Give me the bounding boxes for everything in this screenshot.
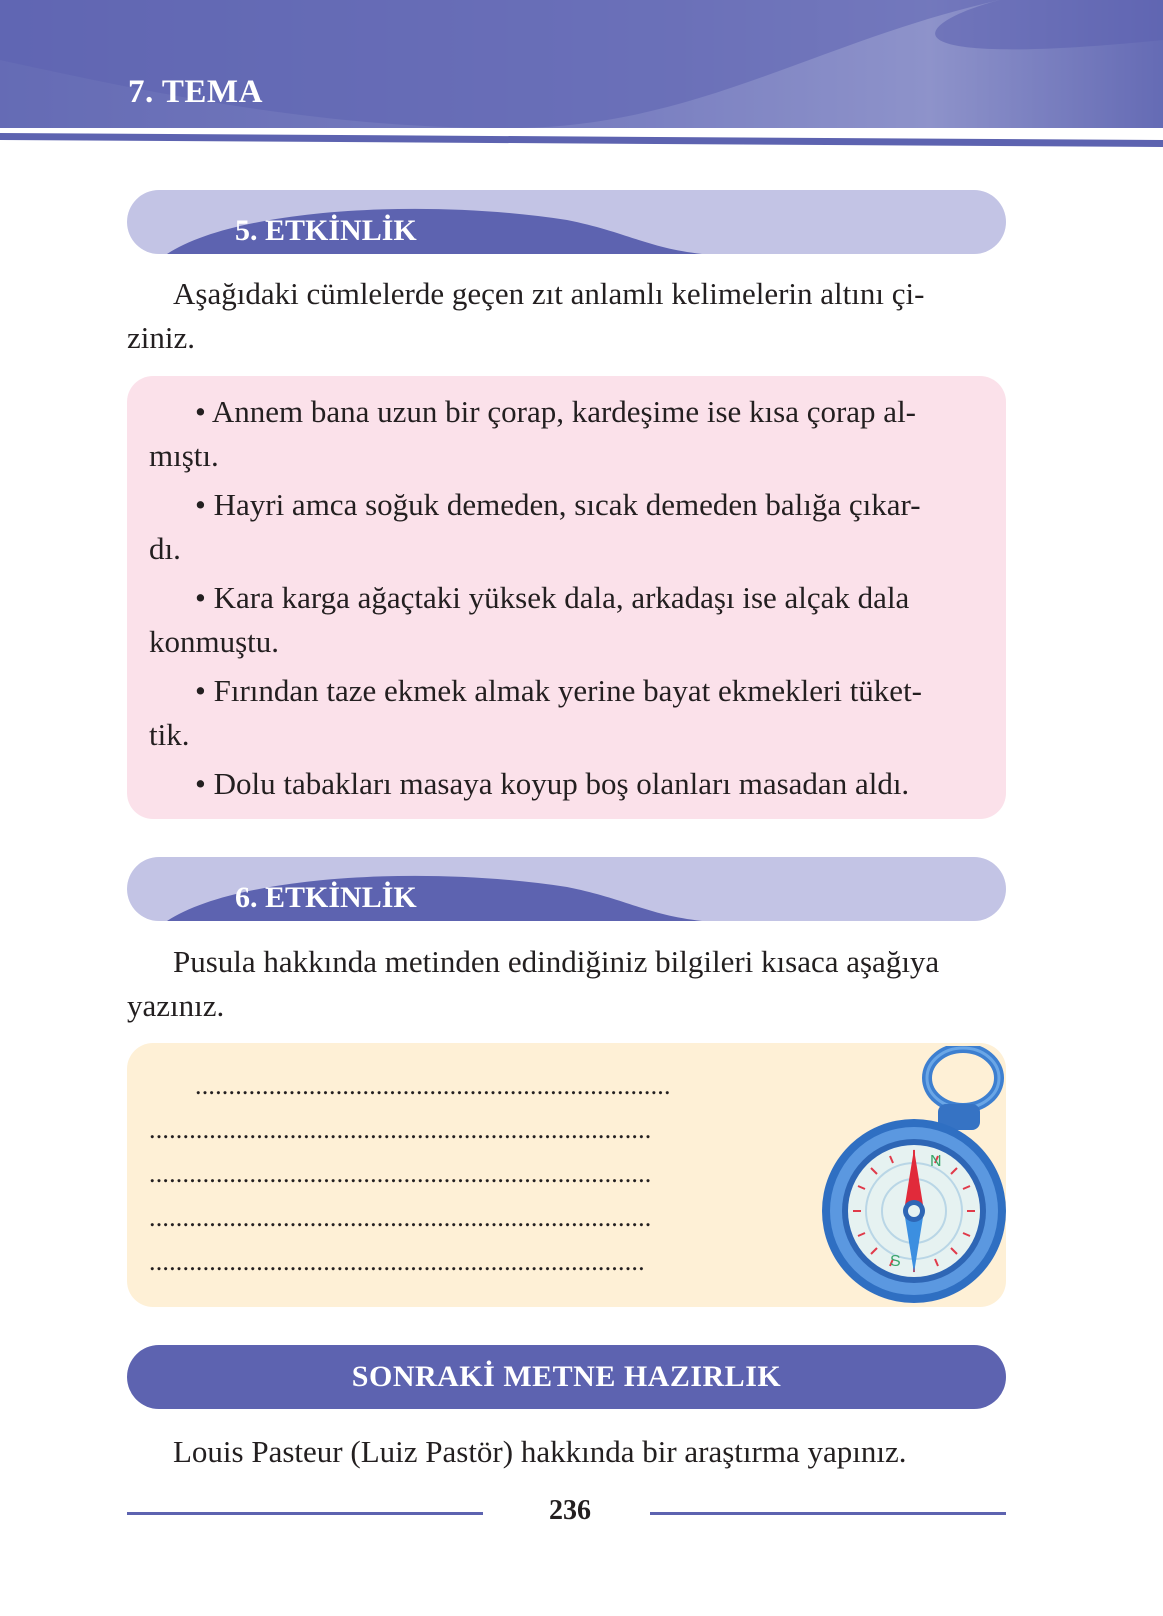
page-number: 236 bbox=[549, 1495, 591, 1526]
sentence-item: • Fırından taze ekmek almak yerine bayat ekmekleri tüket- tik. bbox=[149, 673, 923, 752]
answer-line[interactable]: .......................................................................... bbox=[149, 1249, 645, 1275]
sentence-item: • Annem bana uzun bir çorap, kardeşime ise kısa çorap al- mıştı. bbox=[149, 394, 917, 473]
page-header bbox=[0, 0, 1163, 150]
theme-label: 7. TEMA bbox=[128, 74, 263, 110]
footer-rule-right bbox=[650, 1512, 1006, 1515]
sentence-item: • Kara karga ağaçtaki yüksek dala, arkadaşı ise alçak dala konmuştu. bbox=[149, 580, 910, 659]
compass-icon bbox=[820, 1046, 1010, 1306]
activity5-title-bar bbox=[127, 190, 1006, 254]
footer-rule-left bbox=[127, 1512, 483, 1515]
activity6-title-bar bbox=[127, 857, 1006, 921]
activity6-title: 6. ETKİNLİK bbox=[235, 881, 417, 914]
activity5-sentences-box bbox=[127, 376, 1006, 819]
answer-line[interactable]: ........................................................................... bbox=[149, 1161, 652, 1187]
activity6-instruction: Pusula hakkında metinden edindiğiniz bilgileri kısaca aşağıya yazınız. bbox=[127, 944, 940, 1023]
activity5-title: 5. ETKİNLİK bbox=[235, 214, 417, 247]
sentence-item: • Dolu tabakları masaya koyup boş olanları masadan aldı. bbox=[195, 766, 910, 801]
compass-north-label: N bbox=[930, 1153, 942, 1170]
answer-line[interactable]: ........................................................................... bbox=[149, 1205, 652, 1231]
answer-line[interactable]: ....................................................................... bbox=[195, 1073, 671, 1099]
next-text-title: SONRAKİ METNE HAZIRLIK bbox=[351, 1360, 782, 1393]
next-text-instruction: Louis Pasteur (Luiz Pastör) hakkında bir araştırma yapınız. bbox=[173, 1434, 907, 1469]
next-text-title-bar bbox=[127, 1345, 1006, 1409]
answer-line[interactable]: ........................................................................... bbox=[149, 1117, 652, 1143]
activity5-instruction: Aşağıdaki cümlelerde geçen zıt anlamlı kelimelerin altını çi- ziniz. bbox=[127, 276, 925, 355]
compass-south-label: S bbox=[890, 1253, 901, 1270]
sentence-item: • Hayri amca soğuk demeden, sıcak demeden balığa çıkar- dı. bbox=[149, 487, 921, 566]
